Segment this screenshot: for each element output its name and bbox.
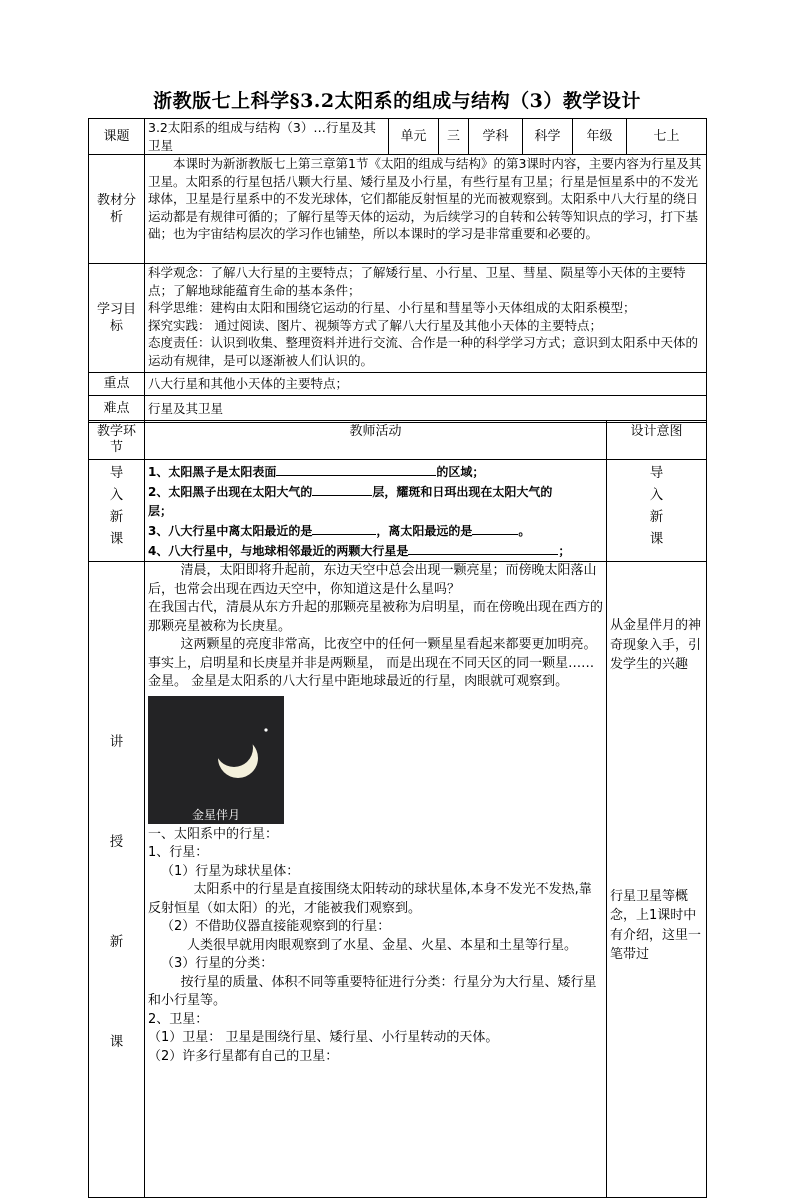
subject-label: 学科 [469,119,523,155]
crescent-moon-icon [148,696,284,824]
subsection-heading: 1、行星： [148,845,209,860]
topic-label: 课题 [89,119,145,155]
document-title: 浙教版七上科学§3.2太阳系的组成与结构（3）教学设计 [153,90,641,112]
teacher-activity-header: 教师活动 [145,421,607,460]
answer-blank[interactable] [408,541,558,555]
subject-value: 科学 [523,119,573,155]
lecture-paragraph: 在我国古代，清晨从东方升起的那颗亮星被称为启明星，而在傍晚出现在西方的那颗亮星被称为长庚星。 [148,600,604,634]
intro-row [89,460,707,562]
photo-caption: 金星伴月 [191,807,240,822]
intro-question-4: 4、八大行星中，与地球相邻最近的两颗大行星是 ； [148,541,603,561]
goal-item: 科学思维：建构由太阳和围绕它运动的行星、小行星和彗星等小天体组成的太阳系模型； [148,300,636,315]
lecture-paragraph: 这两颗星的亮度非常高，比夜空中的任何一颗星星看起来都要更加明亮。 事实上，启明星和长庚星并非是两颗星， 而是出现在不同天区的同一颗星……金星。 金星是太阳系的八大行星中距地球最近的行星，肉眼就可观察到。 [148,637,597,689]
difficulty-text: 行星及其卫星 [145,396,707,423]
key-point-label: 重点 [89,373,145,396]
point-text: 人类很早就用肉眼观察到了水星、金星、火星、本星和土星等行星。 [187,937,578,953]
subsection-heading: 2、卫星： [148,1011,209,1027]
process-header-row [89,421,707,460]
textbook-analysis-text: 本课时为新浙教版七上第三章第1节《太阳的组成与结构》的第3课时内容，主要内容为行星及其卫星。太阳系的行星包括八颗大行星、矮行星及小行星，有些行星有卫星；行星是恒星系中的不发光球体，卫星是行星系中的不发光球体，它们都能反射恒星的光而被观察到。太阳系中八大行星的绕日运动都是有规律可循的；了解行星等天体的运动，为后续学习的自转和公转等知识点的学习，打下基础；也为宇宙结构层次的学习作也铺垫，所以本课时的学习是非常重要和必要的。 [145,155,707,264]
intent-note: 行星卫星等概念，上1课时中有介绍，这里一笔带过 [610,888,702,962]
lecture-paragraph: 清晨，太阳即将升起前，东边天空中总会出现一颗亮星；而傍晚太阳落山后，也常会出现在西边天空中，你知道这是什么星吗？ [148,563,597,597]
difficulty-row [89,396,707,423]
difficulty-label: 难点 [89,396,145,423]
section-heading: 一、太阳系中的行星： [148,826,279,842]
lecture-row [89,562,707,1198]
intro-questions [145,460,607,562]
point-heading: （3）行星的分类： [161,956,274,971]
learning-goals-row [89,264,707,373]
grade-value: 七上 [627,119,707,155]
intro-stage-label: 导 入 新 课 [89,460,145,562]
textbook-analysis-row [89,155,707,264]
point-text: 太阳系中的行星是直接围绕太阳转动的球状星体,本身不发光不发热,靠反射恒星（如太阳）的光，才能被我们观察到。 [148,882,592,916]
intent-note: 从金星伴月的神奇现象入手，引发学生的兴趣 [610,618,702,672]
learning-goals-label: 学习目标 [89,264,145,373]
textbook-analysis-label: 教材分析 [89,155,145,264]
point-heading: （1）卫星： 卫星是围绕行星、矮行星、小行星转动的天体。 [148,1030,499,1045]
course-info-table [88,118,707,423]
design-intent-header: 设计意图 [607,421,707,460]
unit-label: 单元 [389,119,439,155]
point-heading: （2）不借助仪器直接能观察到的行星： [161,919,391,934]
goal-item: 探究实践： 通过阅读、图片、视频等方式了解八大行星及其他小天体的主要特点； [148,317,602,333]
lecture-stage-label: 讲 授 新 课 [89,562,145,1198]
lecture-intent [607,562,707,1198]
key-point-text: 八大行星和其他小天体的主要特点； [145,373,707,396]
goal-item: 态度责任：认识到收集、整理资料并进行交流、合作是一种的科学学习方式；意识到太阳系中天体的运动有规律，是可以逐渐被人们认识的。 [148,335,699,368]
point-heading: （1）行星为球状星体： [161,863,300,879]
point-heading: （2）许多行星都有自己的卫星： [148,1048,339,1064]
answer-blank[interactable] [312,482,372,496]
stage-header: 教学环节 [89,421,145,460]
teaching-process-table [88,420,707,1198]
key-point-row [89,373,707,396]
learning-goals-list [145,264,707,373]
unit-value: 三 [439,119,469,155]
header-row [89,119,707,155]
lecture-content [145,562,607,1198]
intro-question-3: 3、八大行星中离太阳最近的是 ，离太阳最远的是 。 [148,521,603,541]
answer-blank[interactable] [276,462,436,476]
intro-question-1: 1、太阳黑子是太阳表面 的区域； [148,462,603,482]
point-text: 按行星的质量、体积不同等重要特征进行分类：行星分为大行星、矮行星和小行星等。 [148,974,597,1008]
answer-blank[interactable] [472,521,518,535]
goal-item: 科学观念：了解八大行星的主要特点；了解矮行星、小行星、卫星、彗星、陨星等小天体的主要特点；了解地球能蕴育生命的基本条件； [148,265,686,298]
topic-value: 3.2太阳系的组成与结构（3）…行星及其卫星 [145,119,389,155]
answer-blank[interactable] [312,521,376,535]
venus-moon-photo [148,696,284,824]
grade-label: 年级 [573,119,627,155]
intro-question-2: 2、太阳黑子出现在太阳大气的 层，耀斑和日珥出现在太阳大气的 层； [148,482,603,521]
intro-intent: 导 入 新 课 [607,460,707,562]
